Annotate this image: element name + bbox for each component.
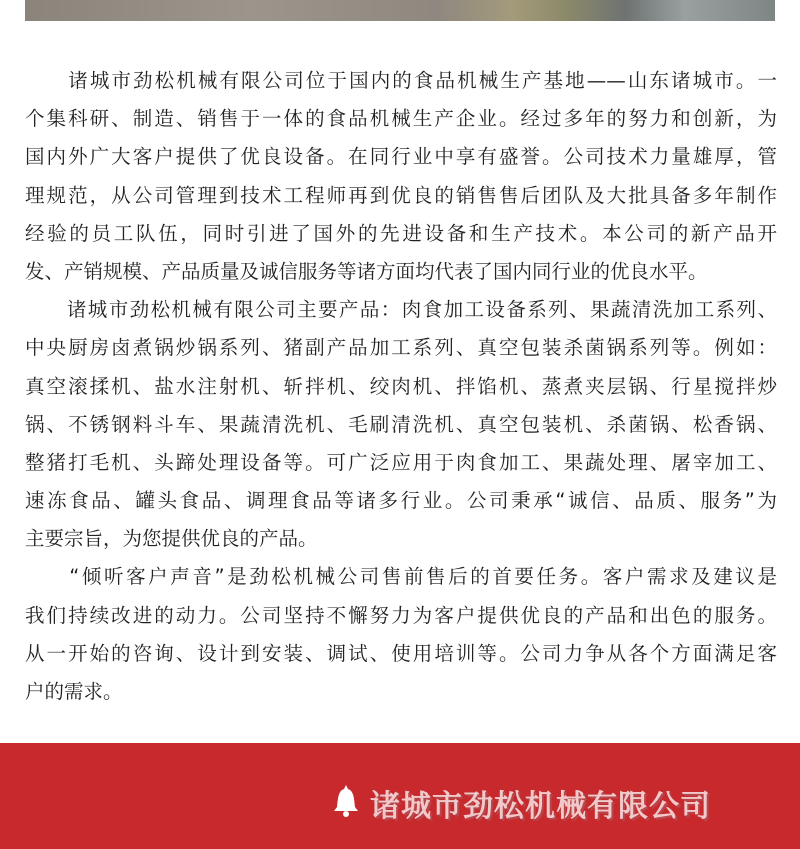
paragraph-line: 发、产销规模、产品质量及诚信服务等诸方面均代表了国内同行业的优良水平。 [25, 259, 708, 283]
paragraph-line: 锅、不锈钢料斗车、果蔬清洗机、毛刷清洗机、真空包装机、杀菌锅、松香锅、 [25, 412, 777, 436]
paragraph-line: “倾听客户声音”是劲松机械公司售前售后的首要任务。客户需求及建议是 [25, 565, 777, 589]
paragraph-line: 从一开始的咨询、设计到安装、调试、使用培训等。公司力争从各个方面满足客 [25, 641, 777, 665]
paragraph-line: 户的需求。 [25, 680, 123, 703]
bell-icon [332, 783, 360, 819]
paragraph-line: 诸城市劲松机械有限公司位于国内的食品机械生产基地——山东诸城市。一 [25, 69, 777, 92]
factory-photo [25, 0, 775, 21]
company-banner [0, 743, 800, 849]
paragraph-line: 经验的员工队伍，同时引进了国外的先进设备和生产技术。本公司的新产品开 [25, 221, 777, 245]
paragraph-line: 真空滚揉机、盐水注射机、斩拌机、绞肉机、拌馅机、蒸煮夹层锅、行星搅拌炒 [25, 374, 777, 398]
paragraph-line: 我们持续改进的动力。公司坚持不懈努力为客户提供优良的产品和出色的服务。 [25, 603, 777, 627]
paragraph-line: 主要宗旨，为您提供优良的产品。 [25, 527, 318, 551]
company-intro [25, 62, 777, 711]
paragraph-line: 整猪打毛机、头蹄处理设备等。可广泛应用于肉食加工、果蔬处理、屠宰加工、 [25, 450, 777, 474]
paragraph-line: 中央厨房卤煮锅炒锅系列、猪副产品加工系列、真空包装杀菌锅系列等。例如： [25, 336, 777, 360]
paragraph-line: 速冻食品、罐头食品、调理食品等诸多行业。公司秉承“诚信、品质、服务”为 [25, 489, 777, 513]
paragraph-line: 诸城市劲松机械有限公司主要产品：肉食加工设备系列、果蔬清洗加工系列、 [25, 298, 777, 322]
paragraph-line: 国内外广大客户提供了优良设备。在同行业中享有盛誉。公司技术力量雄厚，管 [25, 145, 777, 169]
banner-company-name: 诸城市劲松机械有限公司 [370, 789, 711, 824]
paragraph-line: 个集科研、制造、销售于一体的食品机械生产企业。经过多年的努力和创新，为 [25, 107, 777, 131]
paragraph-line: 理规范，从公司管理到技术工程师再到优良的销售售后团队及大批具备多年制作 [25, 183, 777, 207]
